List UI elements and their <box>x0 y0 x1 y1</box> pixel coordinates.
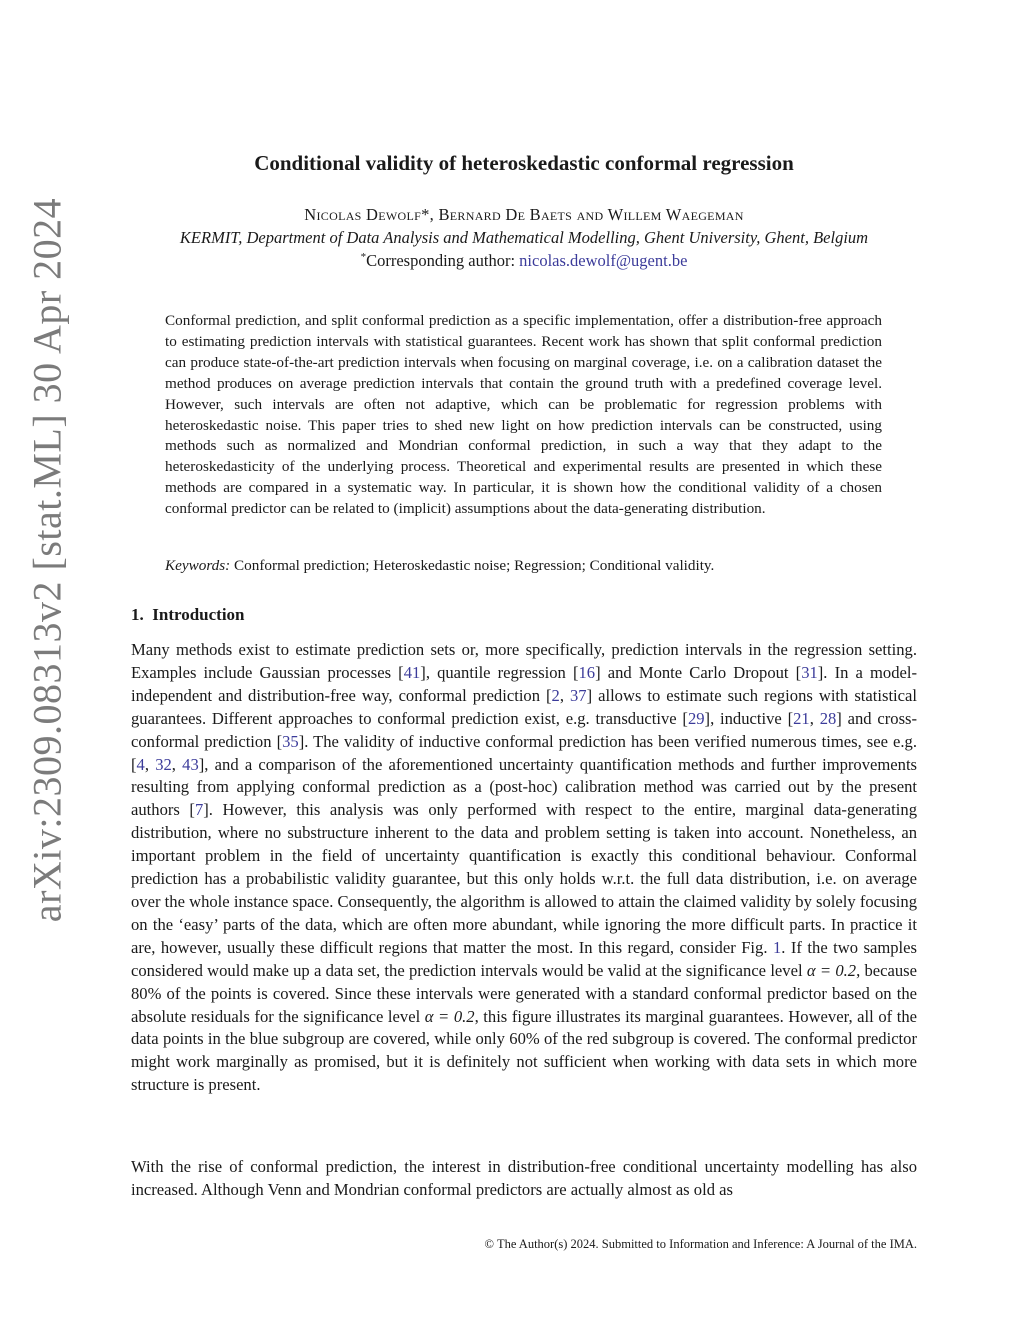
corresponding-marker: * <box>360 251 367 263</box>
text-span: ]. In a model-independent and distribution-free way, conformal prediction [ <box>131 662 917 705</box>
citation-link[interactable]: 32 <box>155 754 172 774</box>
keywords <box>165 557 882 575</box>
introduction-paragraph-2: With the rise of conformal prediction, the interest in distribution-free conditional uncertainty modelling has also increased. Although Venn and Mondrian conformal predictors are actually almost as old as <box>131 1157 917 1199</box>
citation-link[interactable]: 16 <box>578 662 596 682</box>
citation-link[interactable]: 31 <box>801 662 818 682</box>
text-span: , <box>171 754 183 774</box>
section-title: Introduction <box>152 605 245 624</box>
author-list: Nicolas Dewolf*, Bernard De Baets and Willem Waegeman <box>304 205 744 224</box>
keywords-label: Keywords: <box>165 557 231 574</box>
corresponding-label: Corresponding author: <box>366 251 520 270</box>
text-span: , this figure illustrates its marginal guarantees. However, all of the data points in the blue subgroup are covered, while only 60% of the red subgroup is covered. The conformal predictor might work marginally as promised, but it is definitely not sufficient when working with data sets in which more structure is present. <box>131 1006 917 1095</box>
keywords-text: Conformal prediction; Heteroskedastic noise; Regression; Conditional validity. <box>230 557 715 574</box>
text-span: ] and cross-conformal prediction [ <box>131 708 918 751</box>
citation-link[interactable]: 35 <box>282 731 299 751</box>
math-expression: α = 0.2 <box>424 1006 475 1026</box>
text-span: ]. The validity of inductive conformal prediction has been verified numerous times, see e.g. [ <box>131 731 917 774</box>
text-span: ], quantile regression [ <box>420 662 579 682</box>
citation-link[interactable]: 43 <box>182 754 199 774</box>
text-span: , <box>144 754 156 774</box>
citation-link[interactable]: 37 <box>569 685 587 705</box>
text-span: ] allows to estimate such regions with statistical guarantees. Different approaches to conformal prediction exist, e.g. transductive [ <box>131 685 918 728</box>
figure-link[interactable]: 1 <box>772 937 782 957</box>
section-heading <box>131 605 917 625</box>
arxiv-side-stamp: arXiv:2309.08313v2 [stat.ML] 30 Apr 2024 <box>24 197 70 923</box>
abstract: Conformal prediction, and split conformal prediction as a specific implementation, offer a distribution-free approach to estimating prediction intervals with statistical guarantees. Recent work has shown that split conformal prediction can produce state-of-the-art prediction intervals when focusing on marginal coverage, i.e. on a calibration dataset the method produces on average prediction intervals that contain the ground truth with a predefined coverage level. However, such intervals are often not adaptive, which can be problematic for regression problems with heteroskedastic noise. This paper tries to shed new light on how prediction intervals can be constructed, using methods such as normalized and Mondrian conformal prediction, in such a way that they adapt to the heteroskedasticity of the underlying process. Theoretical and experimental results are presented in which these methods are compared in a systematic way. In particular, it is shown how the conditional validity of a chosen conformal predictor can be related to (implicit) assumptions about the data-generating distribution. <box>165 312 882 518</box>
text-span: , because 80% of the points is covered. Since these intervals were generated with a standard conformal predictor based on the absolute residuals for the significance level <box>131 960 917 1026</box>
introduction-paragraph-1 <box>131 639 917 1097</box>
text-span: ], and a comparison of the aforementioned uncertainty quantification methods and further improvements resulting from applying conformal prediction as a (post-hoc) calibration method was carried out by the present authors [ <box>131 754 918 820</box>
footer-copyright: © The Author(s) 2024. Submitted to Information and Inference: A Journal of the IMA. <box>484 1237 917 1251</box>
citation-link[interactable]: 4 <box>136 754 145 774</box>
section-number: 1. <box>131 605 144 624</box>
corresponding-author <box>131 251 917 271</box>
affiliation: KERMIT, Department of Data Analysis and Mathematical Modelling, Ghent University, Ghent, Belgium <box>179 228 869 247</box>
citation-link[interactable]: 21 <box>793 708 810 728</box>
citation-link[interactable]: 29 <box>687 708 705 728</box>
text-span: , <box>809 708 820 728</box>
text-span: ], inductive [ <box>704 708 794 728</box>
citation-link[interactable]: 41 <box>403 662 421 682</box>
citation-link[interactable]: 28 <box>819 708 837 728</box>
text-span: , <box>559 685 570 705</box>
text-span: ]. However, this analysis was only performed with respect to the entire, marginal data-generating distribution, where no substructure inherent to the data and problem setting is taken into account. Nonetheless, an important problem in the field of uncertainty quantification is exactly this conditional behaviour. Conformal prediction has a probabilistic validity guarantee, but this only holds w.r.t. the full data distribution, i.e. on average over the whole instance space. Consequently, the algorithm is allowed to attain the claimed validity by solely focusing on the ‘easy’ parts of the data, which are often more abundant, while ignoring the more difficult parts. In practice it are, however, usually these difficult regions that matter the most. In this regard, consider Fig. <box>131 800 917 957</box>
math-expression: α = 0.2 <box>806 960 857 980</box>
text-span: Many methods exist to estimate prediction sets or, more specifically, prediction intervals in the regression setting. Examples include Gaussian processes [ <box>131 640 917 682</box>
paper-title: Conditional validity of heteroskedastic conformal regression <box>254 151 794 175</box>
author-email-link[interactable]: nicolas.dewolf@ugent.be <box>519 251 688 270</box>
citation-link[interactable]: 2 <box>551 685 560 705</box>
text-span: ] and Monte Carlo Dropout [ <box>595 662 802 682</box>
citation-link[interactable]: 7 <box>194 800 204 820</box>
text-span: . If the two samples considered would make up a data set, the prediction intervals would be valid at the significance level <box>131 937 917 980</box>
